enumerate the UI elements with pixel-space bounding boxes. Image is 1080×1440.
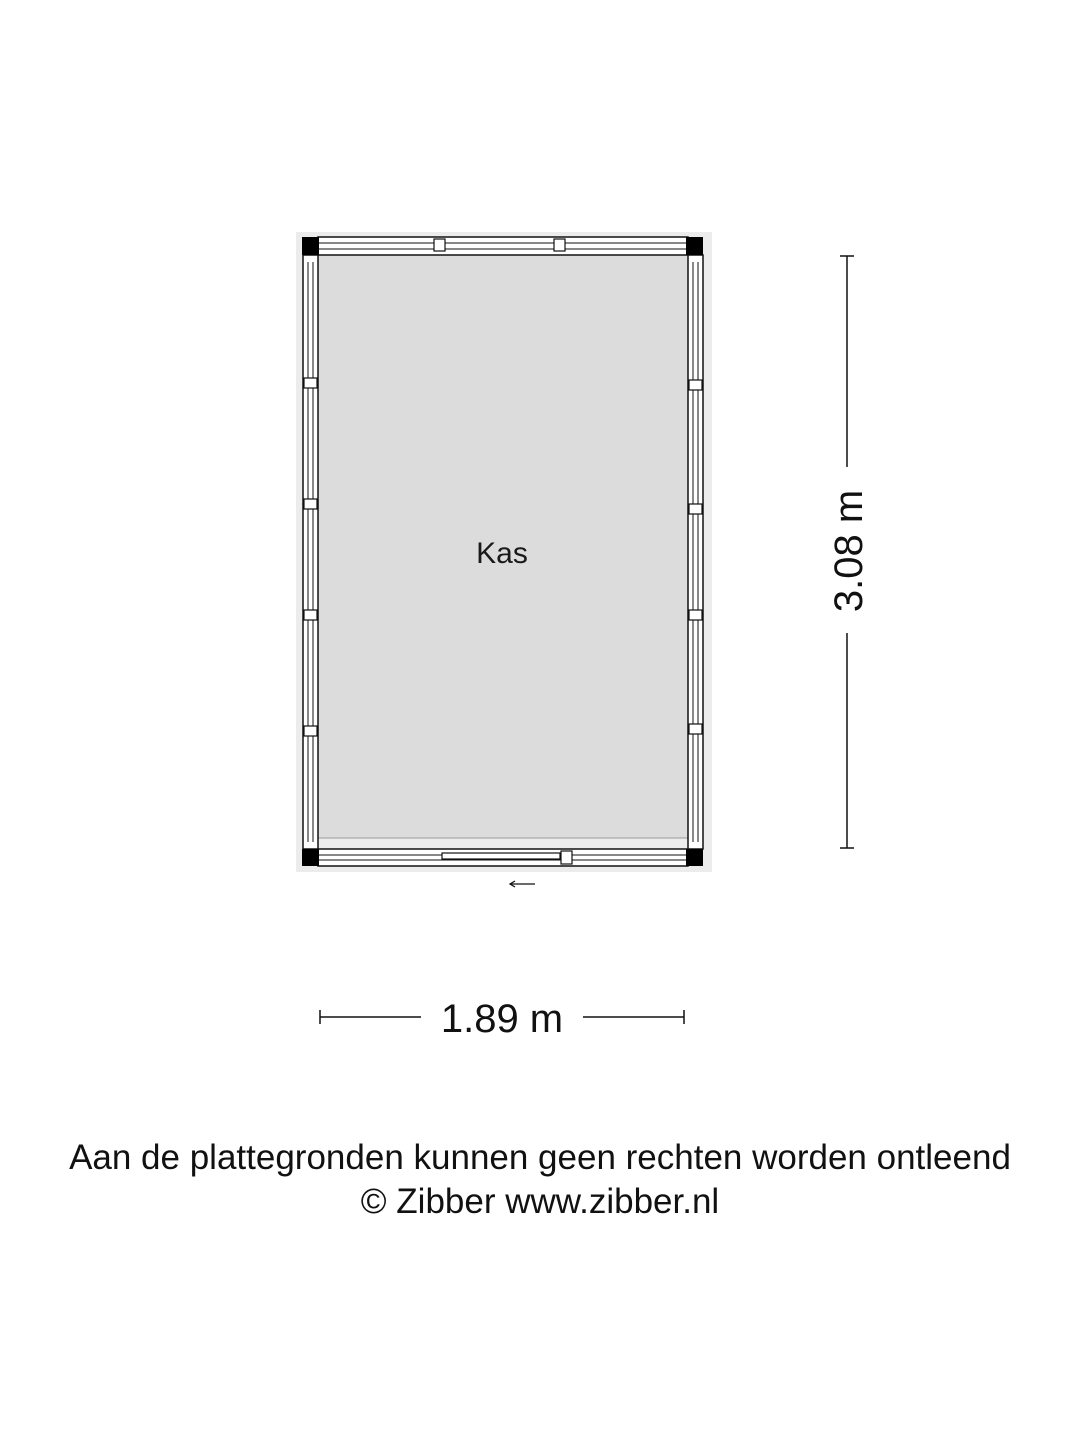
wall-right [688, 255, 703, 849]
wall-post [304, 499, 317, 509]
wall-post [554, 239, 565, 251]
room-name: Kas [476, 537, 528, 570]
wall-post [304, 378, 317, 388]
corner-post-top-left [302, 237, 319, 255]
wall-bottom [318, 849, 688, 866]
disclaimer-text: Aan de plattegronden kunnen geen rechten worden ontleend [69, 1138, 1011, 1177]
wall-post [689, 610, 702, 620]
height-dimension [827, 256, 871, 848]
width-dimension [320, 997, 684, 1041]
wall-post [689, 380, 702, 390]
height-dimension-label: 3.08 m [827, 489, 871, 613]
wall-post [689, 724, 702, 734]
corner-post-bottom-right [686, 849, 703, 866]
wall-post [304, 610, 317, 620]
sliding-door-panel [442, 853, 560, 859]
wall-post [689, 504, 702, 514]
corner-post-bottom-left [302, 849, 319, 866]
wall-post [304, 726, 317, 736]
arrow-left-icon [510, 881, 535, 887]
wall-post [561, 851, 572, 864]
copyright-text: © Zibber www.zibber.nl [360, 1182, 720, 1221]
wall-top [318, 237, 688, 255]
wall-left [303, 255, 318, 849]
wall-post [434, 239, 445, 251]
corner-post-top-right [686, 237, 703, 255]
width-dimension-label: 1.89 m [440, 997, 564, 1041]
